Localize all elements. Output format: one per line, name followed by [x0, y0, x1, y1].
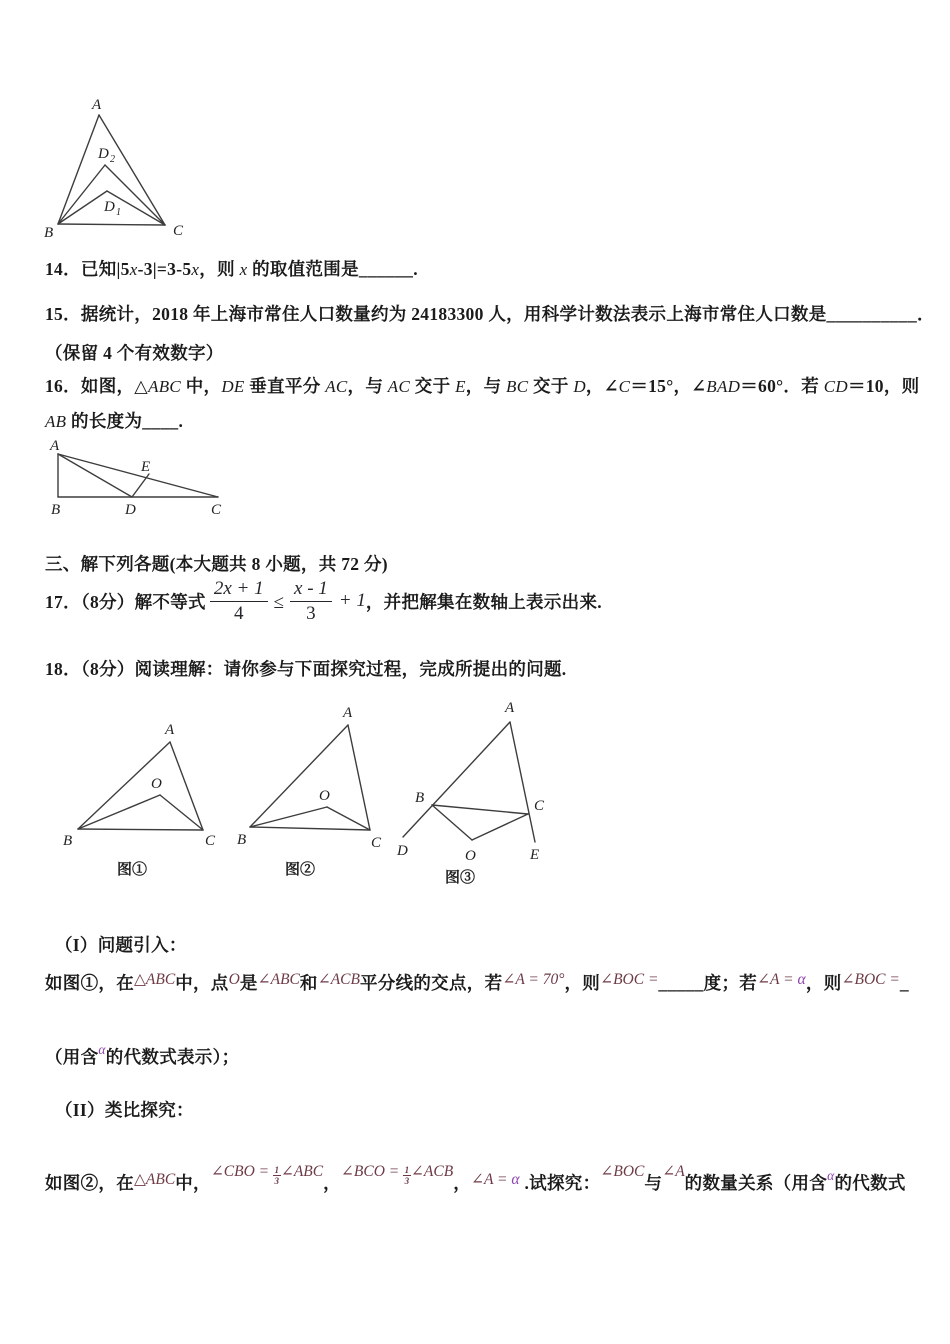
- figure-18-3: [395, 692, 560, 892]
- text-token: ∠A =: [757, 971, 798, 988]
- text-token: ，: [323, 1173, 341, 1193]
- text-token: ∠A =: [471, 1171, 512, 1188]
- part-2-heading: （II）类比探究：: [55, 1100, 194, 1120]
- text-token: 如图①，在: [45, 973, 134, 993]
- figure-q16-triangle: [45, 438, 240, 518]
- figure-caption-2: 图②: [285, 862, 316, 878]
- text-token: ∠BOC: [600, 1163, 645, 1180]
- vertex-label-o: O: [319, 788, 330, 804]
- text-token: $\frac{1}{3}$: [404, 1165, 410, 1186]
- text-token: 垂直平分: [244, 376, 326, 396]
- vertex-label-c: C: [534, 798, 545, 814]
- vertex-label-d2: D: [98, 146, 109, 162]
- text-token: 中，: [175, 1173, 211, 1193]
- vertex-label-a: A: [505, 700, 515, 716]
- figure-18-1: [55, 692, 240, 888]
- vertex-label-b: B: [63, 833, 73, 849]
- text-token: ∠CBO =: [210, 1163, 274, 1180]
- text-token: α: [797, 971, 806, 988]
- text-token: ∠ABC: [280, 1163, 324, 1180]
- text-token: 和: [299, 973, 318, 993]
- vertex-label-a: A: [50, 438, 60, 454]
- text-token: 是: [239, 973, 258, 993]
- vertex-label-a: A: [343, 705, 353, 721]
- text-token: E: [455, 377, 466, 396]
- text-token: 中，点: [175, 973, 229, 993]
- text-token: 度；若: [703, 973, 758, 993]
- vertex-label-d1: D: [104, 199, 115, 215]
- figure-triangle-d1d2: [38, 95, 238, 245]
- vertex-label-e: E: [141, 459, 151, 475]
- text-token: AB: [45, 412, 67, 431]
- remark-line: [45, 1044, 239, 1069]
- text-token: ，与: [347, 376, 388, 396]
- text-token: ∠ACB: [317, 971, 360, 988]
- text-token: ，∠: [585, 376, 619, 396]
- text-token: 交于: [528, 376, 574, 396]
- part-1-body: [45, 970, 909, 995]
- text-token: x: [239, 260, 248, 279]
- text-token: x: [191, 260, 200, 279]
- vertex-label-b: B: [237, 832, 247, 848]
- text-token: ______: [358, 259, 414, 279]
- figure-18-2: [235, 692, 400, 888]
- text-token: ＝10，则: [847, 376, 920, 396]
- text-token: ＝15°，∠: [630, 376, 707, 396]
- question-14: [45, 256, 418, 281]
- text-token: ∠A = 70°: [502, 971, 565, 988]
- text-token: ∠BOC =: [600, 971, 659, 988]
- text-token: ＝60°．若: [740, 376, 824, 396]
- text-token: ，则: [199, 259, 240, 279]
- text-token: 的长度为____.: [66, 411, 184, 431]
- text-token: α: [511, 1171, 520, 1188]
- vertex-label-a: A: [165, 722, 175, 738]
- text-token: α: [827, 1168, 835, 1183]
- vertex-label-d2-sub: 2: [110, 154, 115, 165]
- text-token: ，则: [805, 973, 842, 993]
- text-token: ∠BOC =: [841, 971, 900, 988]
- text-token: 如图②，在: [45, 1173, 134, 1193]
- vertex-label-b: B: [51, 502, 61, 518]
- text-token: 的代数式表示）；: [105, 1047, 240, 1067]
- text-token: ∠A: [662, 1163, 685, 1180]
- text-token: 交于: [410, 376, 456, 396]
- text-token: 的代数式: [834, 1173, 906, 1193]
- text-token: ，: [453, 1173, 471, 1193]
- vertex-label-o: O: [465, 848, 476, 864]
- vertex-label-b: B: [44, 225, 54, 241]
- question-15-line2: （保留 4 个有效数字）: [45, 343, 224, 363]
- q17-fraction-2: [290, 578, 332, 625]
- text-token: BAD: [706, 377, 741, 396]
- text-token: 平分线的交点，若: [359, 973, 503, 993]
- text-token: DE: [221, 377, 245, 396]
- text-token: 16．如图，△: [45, 376, 149, 396]
- question-15-line1: 15．据统计，2018 年上海市常住人口数量约为 24183300 人，用科学计数法表示上海市常住人口数是__________．: [45, 304, 935, 324]
- text-token: ，与: [465, 376, 507, 396]
- text-token: ∠BCO =: [340, 1163, 404, 1180]
- part-1-heading: （I）问题引入：: [55, 935, 187, 955]
- text-token: AC: [387, 377, 411, 396]
- vertex-label-c: C: [371, 835, 382, 851]
- q17-suffix: ，并把解集在数轴上表示出来.: [365, 591, 602, 612]
- text-token: 的数量关系（用含: [684, 1173, 828, 1193]
- text-token: x: [129, 260, 138, 279]
- text-token: .: [413, 259, 418, 279]
- vertex-label-b: B: [415, 790, 425, 806]
- text-token: 中，: [181, 376, 222, 396]
- q17-plus-one: + 1: [338, 590, 366, 612]
- q17-fraction-1: [210, 578, 268, 625]
- text-token: O: [228, 971, 240, 988]
- text-token: 的取值范围是: [247, 259, 359, 279]
- text-token: $\frac{1}{3}$: [274, 1165, 280, 1186]
- question-18: 18．（8分）阅读理解：请你参与下面探究过程，完成所提出的问题.: [45, 659, 567, 679]
- q17-prefix: 17．（8分）解不等式: [45, 591, 206, 612]
- text-token: AC: [325, 377, 348, 396]
- text-token: CD: [823, 377, 848, 396]
- text-token: ，则: [564, 973, 601, 993]
- figure-caption-1: 图①: [117, 862, 148, 878]
- text-token: 与: [644, 1173, 663, 1193]
- text-token: ∠ABC: [257, 971, 300, 988]
- q17-leq-symbol: ≤: [273, 592, 285, 614]
- text-token: △ABC: [134, 971, 176, 988]
- text-token: BC: [506, 377, 529, 396]
- text-token: （用含: [45, 1047, 99, 1067]
- figure-caption-3: 图③: [445, 870, 476, 886]
- text-token: ABC: [148, 377, 182, 396]
- text-token: .试探究：: [519, 1173, 601, 1193]
- vertex-label-o: O: [151, 776, 162, 792]
- vertex-label-e: E: [530, 847, 540, 863]
- q17-frac1-denominator: 4: [233, 602, 244, 624]
- text-token: ∠ACB: [410, 1163, 454, 1180]
- vertex-label-d1-sub: 1: [116, 207, 121, 218]
- vertex-label-d: D: [125, 502, 136, 518]
- text-token: _: [899, 973, 909, 993]
- text-token: △ABC: [134, 1171, 176, 1188]
- text-token: D: [573, 377, 586, 396]
- text-token: _____: [658, 973, 704, 993]
- vertex-label-c: C: [173, 223, 184, 239]
- vertex-label-c: C: [205, 833, 216, 849]
- vertex-label-c: C: [211, 502, 222, 518]
- q17-frac1-numerator: 2x + 1: [210, 578, 268, 602]
- part-2-body: [45, 1163, 906, 1202]
- text-token: -3|=3-5: [137, 259, 192, 279]
- text-token: 14．已知|5: [45, 259, 130, 279]
- q17-frac2-denominator: 3: [306, 602, 316, 624]
- question-17: [45, 578, 602, 625]
- question-16-line2: [45, 408, 183, 433]
- q17-frac2-numerator: x - 1: [290, 578, 332, 602]
- vertex-label-a: A: [92, 97, 102, 113]
- section-3-header: 三、解下列各题(本大题共 8 小题，共 72 分): [45, 554, 388, 574]
- question-16-line1: [45, 373, 919, 398]
- text-token: α: [98, 1042, 106, 1057]
- text-token: C: [618, 377, 631, 396]
- vertex-label-d: D: [397, 843, 408, 859]
